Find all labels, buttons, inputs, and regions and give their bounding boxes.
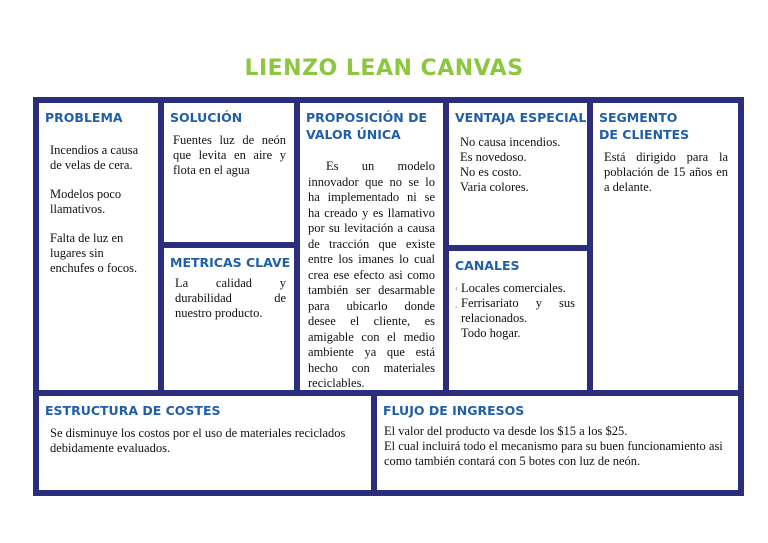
segmento-heading-line2: DE CLIENTES <box>599 127 690 142</box>
problema-item: Incendios a causa de velas de cera. <box>50 143 139 172</box>
ingresos-heading: FLUJO DE INGRESOS <box>383 403 525 418</box>
bullet-icon: ‹ <box>455 283 458 293</box>
solucion-section <box>164 103 294 242</box>
canales-item: Todo hogar. <box>461 326 521 340</box>
propuesta-text: Es un modelo innovador que no se lo ha implementado ni se ha creado y es llamativo por su levitación a causa de tracción que existe entre los imanes lo cual crea ese efecto asi como también ser desarmable para ubicarlo donde desee el cliente, es amigable con el medio ambiente ya que está hecho con materiales reciclables. <box>308 159 435 390</box>
problema-item: Modelos poco llamativos. <box>50 187 122 216</box>
ingresos-section <box>377 396 738 490</box>
ventaja-item: Es novedoso. <box>460 150 527 164</box>
bullet-icon: , <box>455 299 458 309</box>
ventaja-section <box>449 103 587 245</box>
propuesta-heading-line1: PROPOSICIÓN DE <box>306 110 428 125</box>
costes-section <box>39 396 371 490</box>
canales-heading: CANALES <box>455 258 520 273</box>
metricas-section <box>164 248 294 390</box>
problema-heading: PROBLEMA <box>45 110 123 125</box>
problema-item: Falta de luz en lugares sin enchufes o focos. <box>50 231 138 275</box>
costes-heading: ESTRUCTURA DE COSTES <box>45 403 221 418</box>
problema-section <box>39 103 158 390</box>
canales-section <box>449 251 587 390</box>
solucion-heading: SOLUCIÓN <box>170 110 243 125</box>
segmento-heading-line1: SEGMENTO <box>599 110 678 125</box>
propuesta-section <box>300 103 443 390</box>
ingresos-line2: El cual incluirá todo el mecanismo para su buen funcionamiento asi como también contará con 5 botes con luz de neón. <box>384 439 723 468</box>
ventaja-item: Varia colores. <box>460 180 529 194</box>
propuesta-heading-line2: VALOR ÚNICA <box>306 127 401 142</box>
lean-canvas-frame <box>33 97 744 496</box>
page-title: LIENZO LEAN CANVAS <box>244 56 524 81</box>
solucion-text: Fuentes luz de neón que levita en aire y flota en el agua <box>173 133 286 177</box>
canales-item: Ferrisariato y sus relacionados. <box>461 296 575 325</box>
metricas-text: La calidad y durabilidad de nuestro producto. <box>175 276 286 320</box>
segmento-section <box>593 103 738 390</box>
costes-text: Se disminuye los costos por el uso de materiales reciclados debidamente evaluados. <box>50 426 346 455</box>
ventaja-heading: VENTAJA ESPECIAL <box>455 110 587 125</box>
metricas-heading: METRICAS CLAVE <box>170 255 291 270</box>
segmento-text: Está dirigido para la población de 15 años en a delante. <box>604 150 728 194</box>
canales-item: Locales comerciales. <box>461 281 566 295</box>
ventaja-item: No es costo. <box>460 165 522 179</box>
ventaja-item: No causa incendios. <box>460 135 561 149</box>
ingresos-line1: El valor del producto va desde los $15 a los $25. <box>384 424 628 438</box>
